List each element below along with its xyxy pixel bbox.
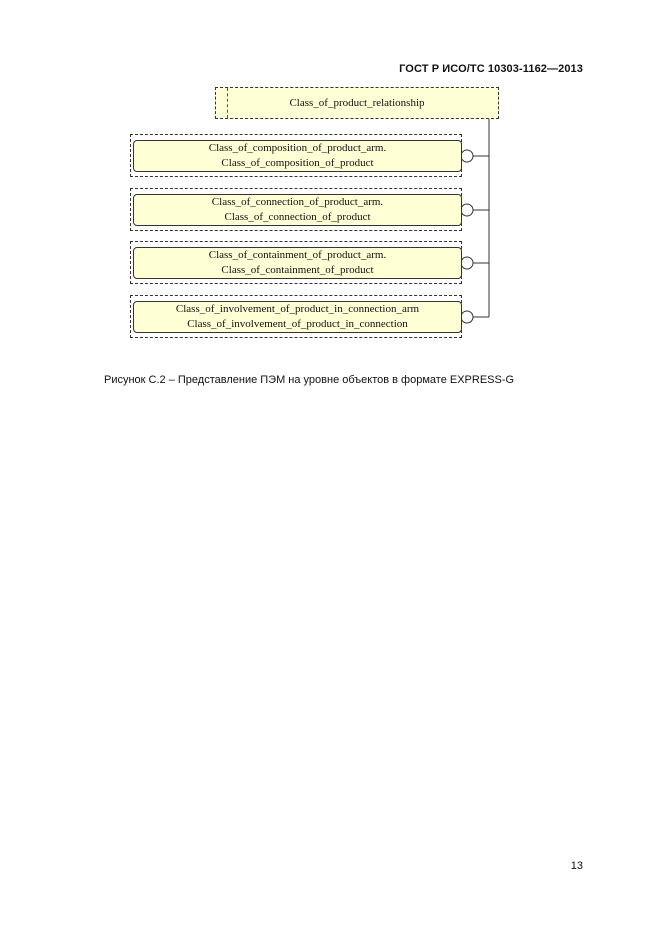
page-number: 13: [570, 860, 583, 872]
child-entity-label-2: Class_of_containment_of_product: [221, 264, 374, 276]
figure-caption: Рисунок С.2 – Представление ПЭМ на уровне объектов в формате EXPRESS-G: [104, 374, 515, 386]
child-entity-box: [133, 247, 462, 279]
relation-circle-icon: [461, 204, 473, 216]
relation-circle-icon: [461, 150, 473, 162]
relation-circle-icon: [461, 311, 473, 323]
root-entity-box: [215, 87, 499, 119]
root-entity-label: Class_of_product_relationship: [289, 97, 425, 109]
child-entity-label-2: Class_of_involvement_of_product_in_connection: [187, 318, 408, 330]
child-entity-label-1: Class_of_involvement_of_product_in_connection_arm: [175, 303, 420, 315]
child-entity-label-2: Class_of_composition_of_product: [221, 157, 374, 169]
child-entity-label-1: Class_of_connection_of_product_arm.: [211, 196, 384, 208]
child-entity-box: [133, 194, 462, 226]
relation-circle-icon: [461, 257, 473, 269]
child-entity-box: [133, 140, 462, 172]
document-header: ГОСТ Р ИСО/ТС 10303-1162—2013: [399, 63, 583, 75]
child-entity-box: [133, 301, 462, 333]
root-entity-marker: [227, 88, 228, 118]
express-g-diagram: [0, 0, 661, 360]
child-entity-label-1: Class_of_containment_of_product_arm.: [208, 249, 387, 261]
child-entity-label-1: Class_of_composition_of_product_arm.: [208, 142, 387, 154]
child-entity-label-2: Class_of_connection_of_product: [224, 211, 371, 223]
